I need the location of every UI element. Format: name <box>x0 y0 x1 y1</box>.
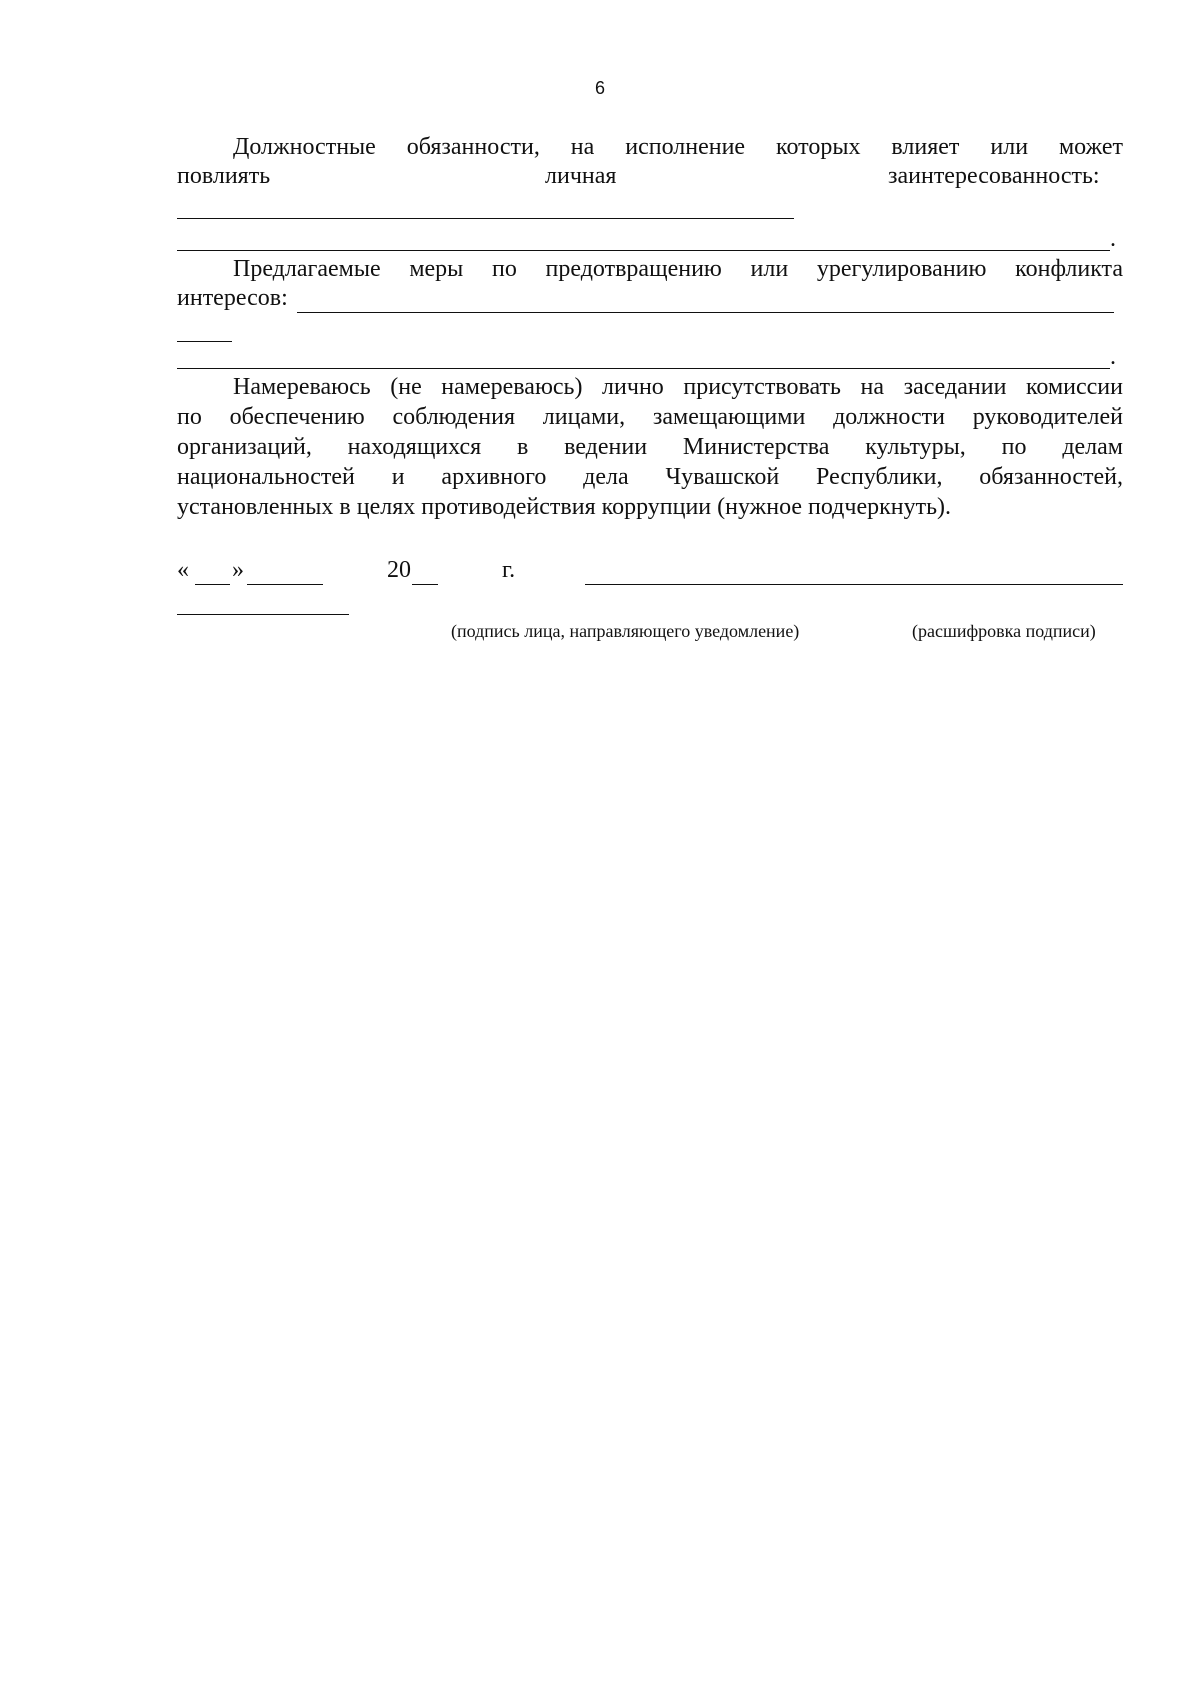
intent-line-1: Намереваюсь (не намереваюсь) лично присутствовать на заседании комиссии <box>233 374 1123 400</box>
decoding-caption: (расшифровка подписи) <box>912 621 1096 641</box>
year-field[interactable] <box>412 584 438 585</box>
measures-line-2: интересов: <box>177 285 288 311</box>
duties-word-2: личная <box>545 163 617 189</box>
intent-line-5: установленных в целях противодействия коррупции (нужное подчеркнуть). <box>177 494 952 520</box>
duties-blank-line-1[interactable] <box>177 218 794 219</box>
signature-line[interactable] <box>585 584 1123 585</box>
measures-end-mark: . <box>1110 344 1116 370</box>
measures-line-1: Предлагаемые меры по предотвращению или урегулированию конфликта <box>233 256 1123 282</box>
intent-line-4: национальностей и архивного дела Чувашской Республики, обязанностей, <box>177 464 1123 490</box>
day-field[interactable] <box>195 584 230 585</box>
intent-line-3: организаций, находящихся в ведении Министерства культуры, по делам <box>177 434 1123 460</box>
signature-caption: (подпись лица, направляющего уведомление) <box>451 621 800 641</box>
intent-line-2: по обеспечению соблюдения лицами, замещающими должности руководителей <box>177 404 1123 430</box>
year-prefix: 20 <box>387 557 411 583</box>
page-number: 6 <box>594 78 605 98</box>
duties-end-mark: . <box>1110 226 1116 252</box>
month-field[interactable] <box>247 584 323 585</box>
duties-word-3: заинтересованность: <box>888 163 1100 189</box>
extra-blank-line[interactable] <box>177 614 349 615</box>
year-suffix: г. <box>502 557 516 583</box>
duties-word-1: повлиять <box>177 163 271 189</box>
measures-blank-line-3[interactable] <box>177 368 1110 369</box>
duties-blank-line-2[interactable] <box>177 250 1110 251</box>
date-quote-close: » <box>232 557 244 583</box>
duties-line-1: Должностные обязанности, на исполнение которых влияет или может <box>233 134 1123 160</box>
measures-blank-line-1[interactable] <box>297 312 1114 313</box>
measures-blank-line-2[interactable] <box>177 341 232 342</box>
date-quote-open: « <box>177 557 189 583</box>
